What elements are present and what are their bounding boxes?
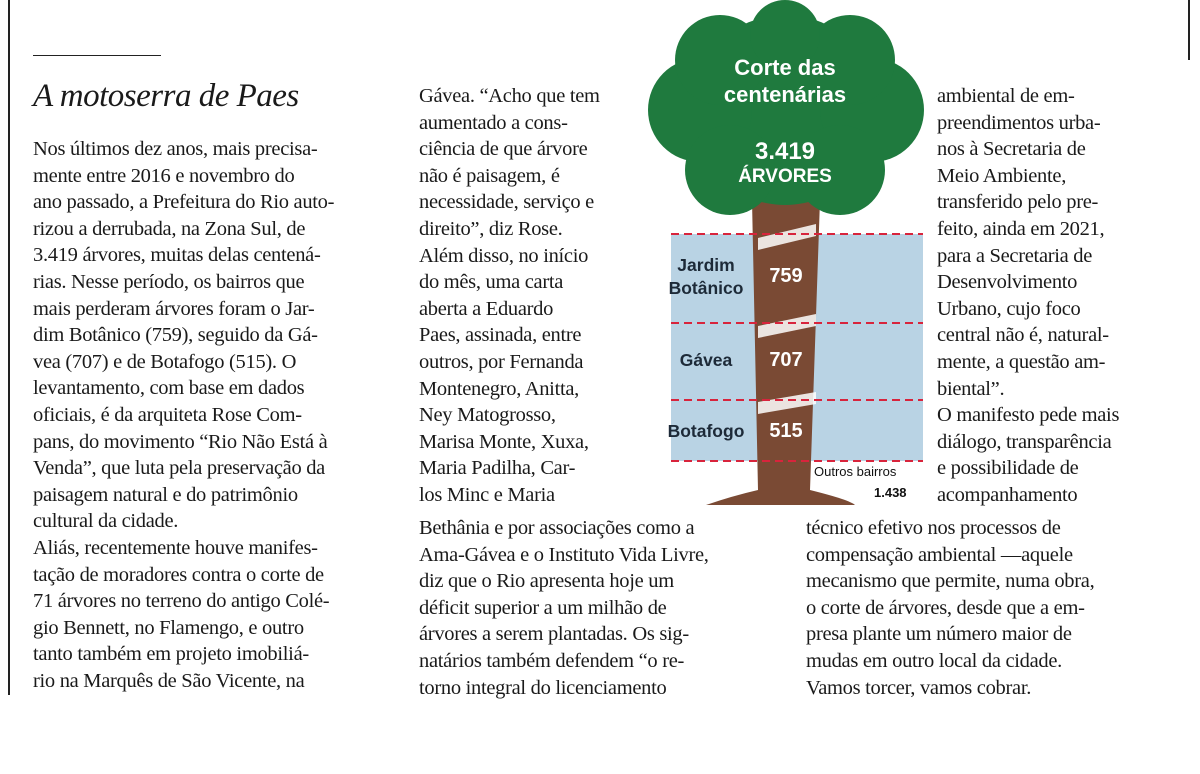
text-line: do mês, uma carta	[419, 271, 564, 294]
text-line: Nos últimos dez anos, mais precisa-	[33, 138, 318, 160]
other-neighborhoods-value: 1.438	[874, 485, 907, 500]
text-line: diz que o Rio apresenta hoje um	[419, 570, 674, 593]
text-line: pans, do movimento “Rio Não Está à	[33, 430, 328, 453]
text-line: ciência de que árvore	[419, 138, 588, 161]
text-line: Desenvolvimento	[937, 271, 1078, 294]
label-botafogo: Botafogo	[667, 421, 745, 441]
text-line: Venda”, que luta pela preservação da	[33, 457, 325, 480]
text-line: 71 árvores no terreno do antigo Colé-	[33, 590, 330, 613]
text-line: mecanismo que permite, numa obra,	[806, 570, 1095, 593]
article-column-3-continued	[806, 515, 1094, 701]
text-line: e possibilidade de	[937, 457, 1079, 480]
text-line: árvores a serem plantadas. Os sig-	[419, 623, 689, 646]
text-line: los Minc e Maria	[419, 483, 555, 506]
text-line: Maria Padilha, Car-	[419, 457, 576, 480]
text-line: necessidade, serviço e	[419, 191, 594, 214]
text-line: déficit superior a um milhão de	[419, 596, 667, 619]
text-line: oficiais, é da arquiteta Rose Com-	[33, 403, 302, 426]
value-botafogo: 515	[769, 420, 803, 442]
text-line: Bethânia e por associações como a	[419, 517, 695, 539]
text-line: Marisa Monte, Xuxa,	[419, 430, 589, 453]
article-column-2	[419, 83, 600, 509]
text-line: tanto também em projeto imobiliá-	[33, 643, 309, 666]
text-line: ambiental de em-	[937, 85, 1075, 107]
text-line: Paes, assinada, entre	[419, 324, 582, 347]
text-line: aumentado a cons-	[419, 111, 568, 134]
text-line: biental”.	[937, 377, 1005, 400]
text-line: levantamento, com base em dados	[33, 377, 305, 400]
text-line: Ama-Gávea e o Instituto Vida Livre,	[419, 543, 709, 566]
text-line: técnico efetivo nos processos de	[806, 517, 1061, 539]
text-line: mente, a questão am-	[937, 350, 1106, 373]
text-line: ano passado, a Prefeitura do Rio auto-	[33, 191, 335, 214]
other-neighborhoods-label: Outros bairros	[814, 464, 897, 479]
text-line: compensação ambiental —aquele	[806, 543, 1073, 566]
article-column-1	[33, 136, 334, 694]
text-line: 3.419 árvores, muitas delas centená-	[33, 244, 321, 267]
text-line: nos à Secretaria de	[937, 138, 1086, 161]
text-line: central não é, natural-	[937, 324, 1109, 347]
text-line: o corte de árvores, desde que a em-	[806, 596, 1085, 619]
column-rule-right	[1188, 0, 1190, 60]
text-line: direito”, diz Rose.	[419, 217, 563, 240]
label-jardim-botanico: Jardim Botânico	[668, 255, 744, 298]
value-jardim-botanico: 759	[769, 265, 803, 287]
text-line: mente entre 2016 e novembro do	[33, 164, 295, 187]
infographic-total: 3.419	[754, 138, 816, 165]
text-line: feito, ainda em 2021,	[937, 217, 1105, 240]
text-line: preendimentos urba-	[937, 111, 1101, 134]
text-line: para a Secretaria de	[937, 244, 1093, 267]
text-line: vea (707) e de Botafogo (515). O	[33, 350, 297, 373]
text-line: paisagem natural e do patrimônio	[33, 483, 298, 506]
text-line: Montenegro, Anitta,	[419, 377, 579, 400]
text-line: mais perderam árvores foram o Jar-	[33, 297, 315, 320]
text-line: gio Bennett, no Flamengo, e outro	[33, 616, 304, 639]
text-line: torno integral do licenciamento	[419, 676, 667, 699]
text-line: cultural da cidade.	[33, 510, 179, 533]
text-line: Urbano, cujo foco	[937, 297, 1081, 320]
label-gavea: Gávea	[679, 350, 733, 370]
text-line: O manifesto pede mais	[937, 404, 1120, 427]
article-column-2-continued	[419, 515, 709, 701]
text-line: dim Botânico (759), seguido da Gá-	[33, 324, 318, 347]
article-column-3	[937, 83, 1119, 509]
text-line: rizou a derrubada, na Zona Sul, de	[33, 217, 306, 240]
text-line: Vamos torcer, vamos cobrar.	[806, 676, 1032, 699]
column-rule-left	[8, 0, 10, 695]
infographic-total-unit: ÁRVORES	[738, 166, 832, 187]
article-headline: A motoserra de Paes	[33, 78, 299, 114]
text-line: Meio Ambiente,	[937, 164, 1067, 187]
text-line: natários também defendem “o re-	[419, 649, 685, 672]
infographic-title: Corte das centenárias	[723, 55, 847, 107]
text-line: não é paisagem, é	[419, 164, 560, 187]
text-line: Gávea. “Acho que tem	[419, 85, 600, 107]
value-gavea: 707	[769, 349, 803, 371]
text-line: mudas em outro local da cidade.	[806, 649, 1062, 672]
text-line: aberta a Eduardo	[419, 297, 554, 320]
text-line: Aliás, recentemente houve manifes-	[33, 536, 318, 559]
text-line: presa plante um número maior de	[806, 623, 1072, 646]
kicker-rule	[33, 55, 161, 56]
text-line: acompanhamento	[937, 483, 1078, 506]
text-line: transferido pelo pre-	[937, 191, 1099, 214]
text-line: rias. Nesse período, os bairros que	[33, 270, 305, 293]
text-line: rio na Marquês de São Vicente, na	[33, 669, 305, 692]
text-line: outros, por Fernanda	[419, 350, 584, 373]
text-line: tação de moradores contra o corte de	[33, 563, 324, 586]
text-line: Ney Matogrosso,	[419, 404, 556, 427]
tree-infographic	[640, 0, 940, 515]
text-line: Além disso, no início	[419, 244, 589, 267]
text-line: diálogo, transparência	[937, 430, 1112, 453]
